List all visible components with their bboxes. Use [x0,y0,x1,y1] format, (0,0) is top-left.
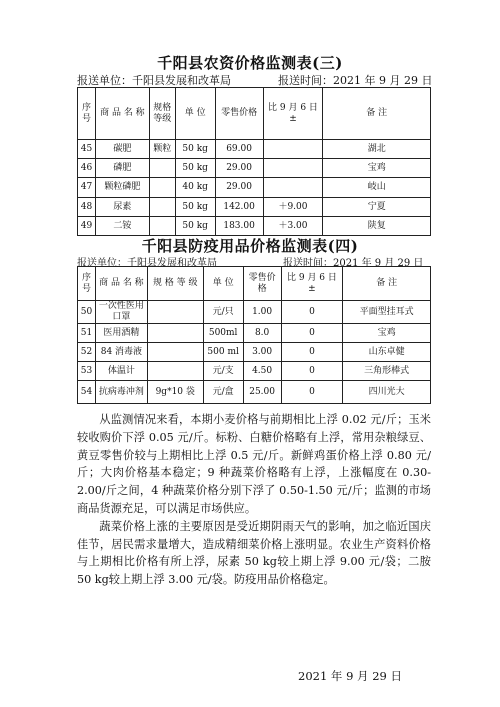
report1-table [77,87,431,236]
header-price: 零售价格 [215,88,263,140]
header-remark: 备 注 [323,88,431,140]
cell-unit: 50 kg [175,140,215,159]
cell-seq: 47 [78,178,96,198]
cell-seq: 51 [78,324,96,343]
header-price: 零售价格 [243,267,281,301]
cell-price: 69.00 [215,140,263,159]
cell-name: 84 消毒液 [95,343,147,362]
header-change: 比 9 月 6 日± [263,88,323,140]
cell-grade: 颗粒 [149,140,175,159]
report2-table [77,266,431,404]
cell-unit: 500 ml [203,343,243,362]
report2-unit: 报送单位：千阳县发展和改革局 [77,258,217,269]
cell-unit: 40 kg [175,178,215,198]
cell-change [263,159,323,178]
cell-price: 8.0 [243,324,281,343]
cell-remark: 山东卓健 [343,343,431,362]
report2-time: 报送时间：2021 年 9 月 29 日 [283,258,424,269]
header-seq: 序号 [78,267,96,301]
cell-seq: 49 [78,217,96,236]
summary-text [77,411,431,589]
cell-remark: 宝鸡 [323,159,431,178]
cell-unit: 元/支 [203,362,243,381]
cell-price: 3.00 [243,343,281,362]
cell-price: 29.00 [215,178,263,198]
header-unit: 单 位 [203,267,243,301]
cell-remark: 陕复 [323,217,431,236]
cell-remark: 湖北 [323,140,431,159]
table-row [78,217,431,236]
table-row [78,381,431,404]
cell-name: 一次性医用口罩 [95,301,147,324]
cell-change: 0 [281,301,343,324]
cell-grade [149,178,175,198]
cell-unit: 500ml [203,324,243,343]
report1-title: 千阳县农资价格监测表(三) [157,54,343,72]
table-row [78,159,431,178]
cell-grade [149,217,175,236]
cell-name: 碳肥 [95,140,149,159]
cell-price: 142.00 [215,198,263,217]
cell-price: 4.50 [243,362,281,381]
cell-change: 0 [281,381,343,404]
cell-seq: 45 [78,140,96,159]
cell-remark: 四川光大 [343,381,431,404]
cell-grade [149,159,175,178]
cell-price: 29.00 [215,159,263,178]
cell-remark: 三角形棒式 [343,362,431,381]
report1-unit: 报送单位：千阳县发展和改革局 [77,74,231,87]
cell-change: 0 [281,343,343,362]
cell-seq: 48 [78,198,96,217]
header-name: 商 品 名 称 [95,88,149,140]
cell-name: 二铵 [95,217,149,236]
cell-change: 0 [281,362,343,381]
cell-seq: 46 [78,159,96,178]
header-grade: 规 格 等 级 [147,267,203,301]
cell-grade [149,198,175,217]
table-row [78,140,431,159]
cell-name: 体温计 [95,362,147,381]
header-grade: 规格等级 [149,88,175,140]
report-date: 2021 年 9 月 29 日 [298,669,402,683]
cell-change [263,140,323,159]
table-row [78,301,431,324]
table-row [78,178,431,198]
cell-unit: 元/只 [203,301,243,324]
cell-seq: 54 [78,381,96,404]
cell-grade [147,324,203,343]
report2-title: 千阳县防疫用品价格监测表(四) [141,237,359,255]
cell-change [263,178,323,198]
summary-paragraph-1: 从监测情况来看，本期小麦价格与前期相比上浮 0.02 元/斤；玉米较收购价下浮 0.05 元/斤。标粉、白糖价格略有上浮，常用杂粮绿豆、黄豆零售价较与上期相比上浮 0.5 元/斤。新鲜鸡蛋价格上浮 0.80 元/斤；大肉价格基本稳定；9 种蔬菜价格略有上浮，上涨幅度在 0.30-2.00/斤之间，4 种蔬菜价格分别下浮了 0.50-1.50 元/斤；监测的市场商品货源充足，可以满足市场供应。 [77,413,431,515]
cell-price: 183.00 [215,217,263,236]
cell-change: ＋3.00 [263,217,323,236]
cell-grade [147,362,203,381]
summary-paragraph-2: 蔬菜价格上涨的主要原因是受近期阴雨天气的影响，加之临近国庆佳节，居民需求量增大，造成精细菜价格上涨明显。农业生产资料价格与上期相比价格有所上浮，尿素 50 kg较上期上浮 9.00 元/袋；二胺 50 kg较上期上浮 3.00 元/袋。防疫用品价格稳定。 [77,519,431,587]
cell-grade [147,343,203,362]
cell-seq: 52 [78,343,96,362]
table-row [78,362,431,381]
cell-remark: 岐山 [323,178,431,198]
table-row [78,343,431,362]
header-seq: 序号 [78,88,96,140]
header-unit: 单 位 [175,88,215,140]
cell-price: 1.00 [243,301,281,324]
report1-time: 报送时间：2021 年 9 月 29 日 [278,74,433,87]
cell-remark: 宁夏 [323,198,431,217]
table-header-row [78,267,431,301]
cell-name: 磷肥 [95,159,149,178]
cell-unit: 50 kg [175,198,215,217]
cell-seq: 53 [78,362,96,381]
cell-name: 颗粒磷肥 [95,178,149,198]
table-row [78,324,431,343]
header-remark: 备 注 [343,267,431,301]
cell-unit: 50 kg [175,217,215,236]
header-name: 商 品 名 称 [95,267,147,301]
cell-change: ＋9.00 [263,198,323,217]
cell-remark: 平面型挂耳式 [343,301,431,324]
table-header-row [78,88,431,140]
cell-name: 抗病毒冲剂 [95,381,147,404]
cell-grade [147,301,203,324]
cell-seq: 50 [78,301,96,324]
table-row [78,198,431,217]
cell-unit: 元/盒 [203,381,243,404]
cell-name: 尿素 [95,198,149,217]
cell-change: 0 [281,324,343,343]
cell-name: 医用酒精 [95,324,147,343]
cell-unit: 50 kg [175,159,215,178]
header-change: 比 9 月 6 日± [281,267,343,301]
cell-price: 25.00 [243,381,281,404]
cell-grade: 9g*10 袋 [147,381,203,404]
cell-remark: 宝鸡 [343,324,431,343]
